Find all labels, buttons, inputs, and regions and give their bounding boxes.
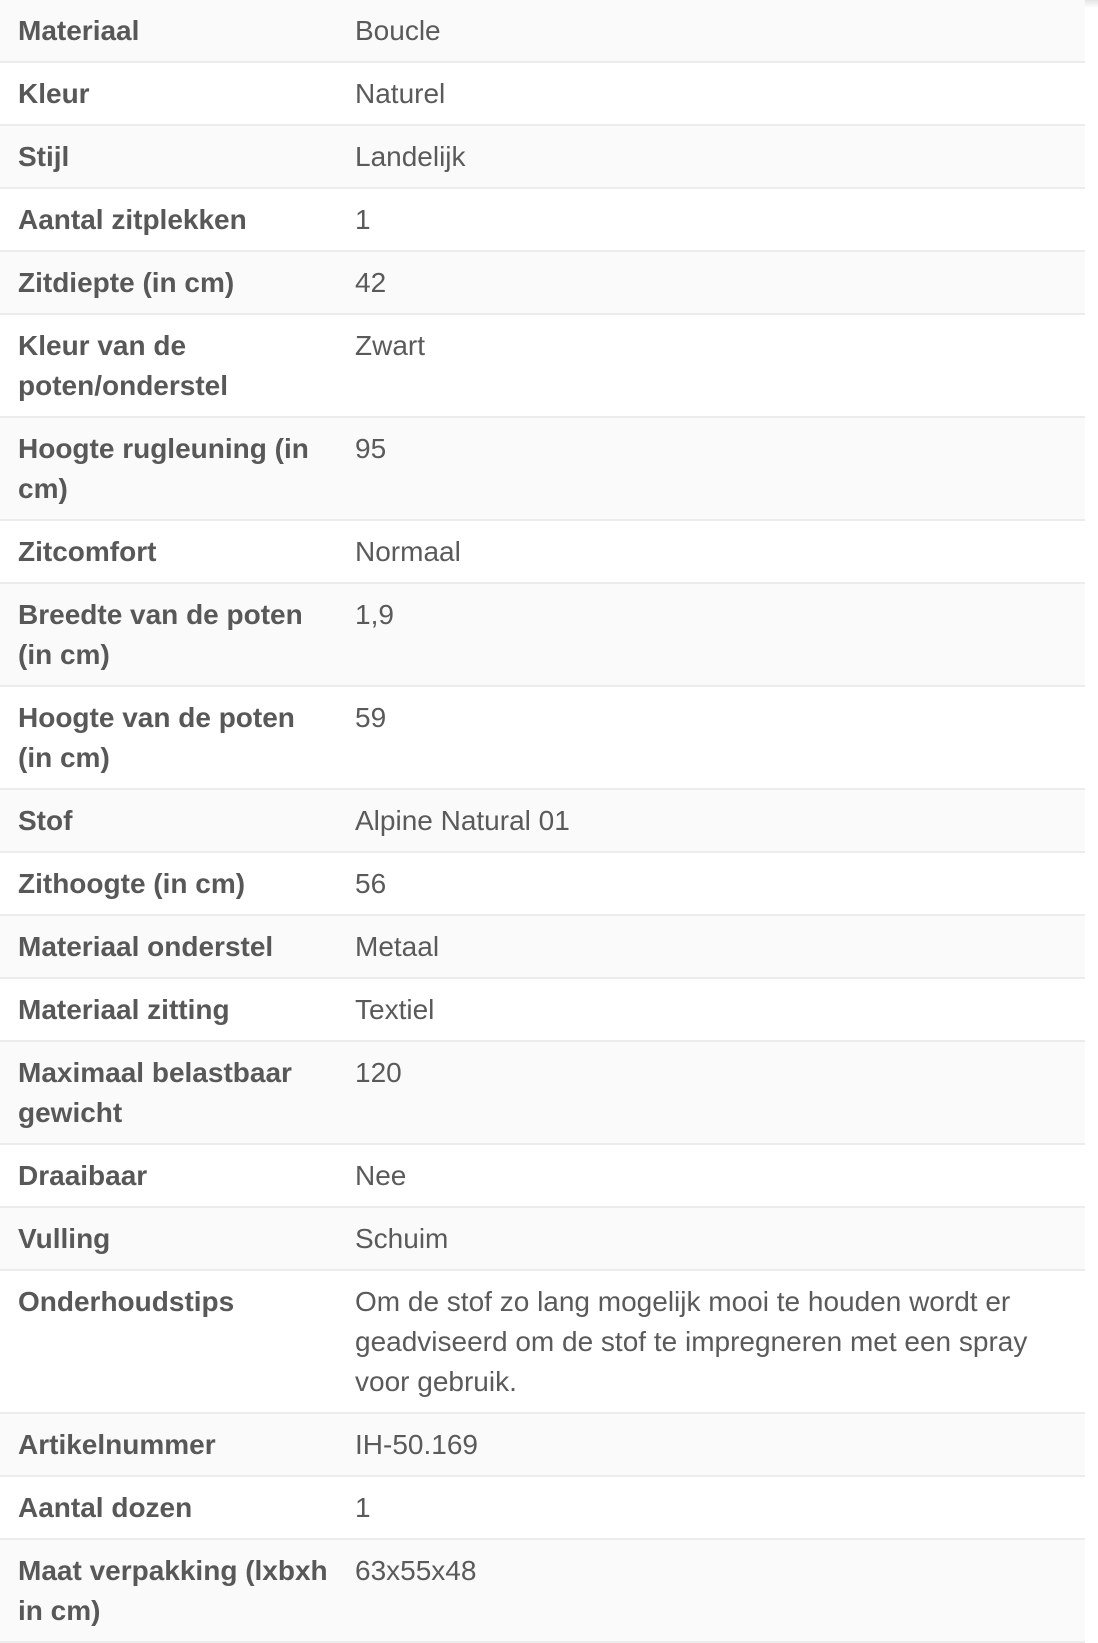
spec-label: Zitcomfort <box>18 536 157 567</box>
spec-value: 63x55x48 <box>355 1555 477 1586</box>
spec-label: Stof <box>18 805 73 836</box>
spec-label: Materiaal <box>18 15 140 46</box>
spec-label: Zitdiepte (in cm) <box>18 267 235 298</box>
spec-label: Breedte van de poten (in cm) <box>18 599 303 670</box>
spec-row-vulling <box>0 1207 1085 1270</box>
spec-value: Boucle <box>355 15 441 46</box>
spec-row-kleur-poten <box>0 314 1085 417</box>
spec-value: Alpine Natural 01 <box>355 805 570 836</box>
spec-label: Hoogte rugleuning (in cm) <box>18 433 309 504</box>
spec-label: Zithoogte (in cm) <box>18 868 246 899</box>
spec-label: Kleur van de poten/onderstel <box>18 330 229 401</box>
spec-value: 1 <box>355 1492 371 1523</box>
spec-value: 95 <box>355 433 387 464</box>
spec-value: Textiel <box>355 994 435 1025</box>
spec-value: 59 <box>355 702 387 733</box>
spec-row-draaibaar <box>0 1144 1085 1207</box>
spec-row-aantal-zitplekken <box>0 188 1085 251</box>
spec-row-zitdiepte <box>0 251 1085 314</box>
spec-row-onderhoudstips <box>0 1270 1085 1413</box>
spec-value: Schuim <box>355 1223 449 1254</box>
spec-row-hoogte-rugleuning <box>0 417 1085 520</box>
spec-value: 42 <box>355 267 387 298</box>
spec-row-zitcomfort <box>0 520 1085 583</box>
spec-row-zithoogte <box>0 852 1085 915</box>
spec-value: Metaal <box>355 931 440 962</box>
spec-value: 56 <box>355 868 387 899</box>
spec-value: Landelijk <box>355 141 466 172</box>
spec-row-hoogte-poten <box>0 686 1085 789</box>
spec-value: 1 <box>355 204 371 235</box>
spec-value: Normaal <box>355 536 461 567</box>
spec-row-maat-verpakking <box>0 1539 1085 1642</box>
spec-label: Kleur <box>18 78 90 109</box>
spec-row-artikelnummer <box>0 1413 1085 1476</box>
spec-label: Hoogte van de poten (in cm) <box>18 702 295 773</box>
spec-row-materiaal <box>0 0 1085 62</box>
spec-row-maximaal-gewicht <box>0 1041 1085 1144</box>
spec-label: Draaibaar <box>18 1160 148 1191</box>
spec-value: Nee <box>355 1160 407 1191</box>
spec-row-stof <box>0 789 1085 852</box>
spec-value: Zwart <box>355 330 425 361</box>
spec-label: Maximaal belastbaar gewicht <box>18 1057 292 1128</box>
spec-row-kleur <box>0 62 1085 125</box>
spec-label: Onderhoudstips <box>18 1286 235 1317</box>
spec-row-aantal-dozen <box>0 1476 1085 1539</box>
spec-value: Naturel <box>355 78 446 109</box>
spec-row-breedte-poten <box>0 583 1085 686</box>
spec-label: Artikelnummer <box>18 1429 216 1460</box>
spec-value: 1,9 <box>355 599 394 630</box>
spec-label: Materiaal onderstel <box>18 931 274 962</box>
spec-label: Vulling <box>18 1223 111 1254</box>
spec-value: Om de stof zo lang mogelijk mooi te houden wordt er geadviseerd om de stof te impregneren met een spray voor gebruik. <box>355 1286 1028 1397</box>
spec-value: 120 <box>355 1057 402 1088</box>
spec-row-materiaal-zitting <box>0 978 1085 1041</box>
spec-label: Aantal zitplekken <box>18 204 247 235</box>
spec-row-materiaal-onderstel <box>0 915 1085 978</box>
spec-value: IH-50.169 <box>355 1429 478 1460</box>
spec-label: Stijl <box>18 141 70 172</box>
spec-label: Maat verpakking (lxbxh in cm) <box>18 1555 328 1626</box>
spec-label: Materiaal zitting <box>18 994 230 1025</box>
spec-row-stijl <box>0 125 1085 188</box>
spec-label: Aantal dozen <box>18 1492 193 1523</box>
